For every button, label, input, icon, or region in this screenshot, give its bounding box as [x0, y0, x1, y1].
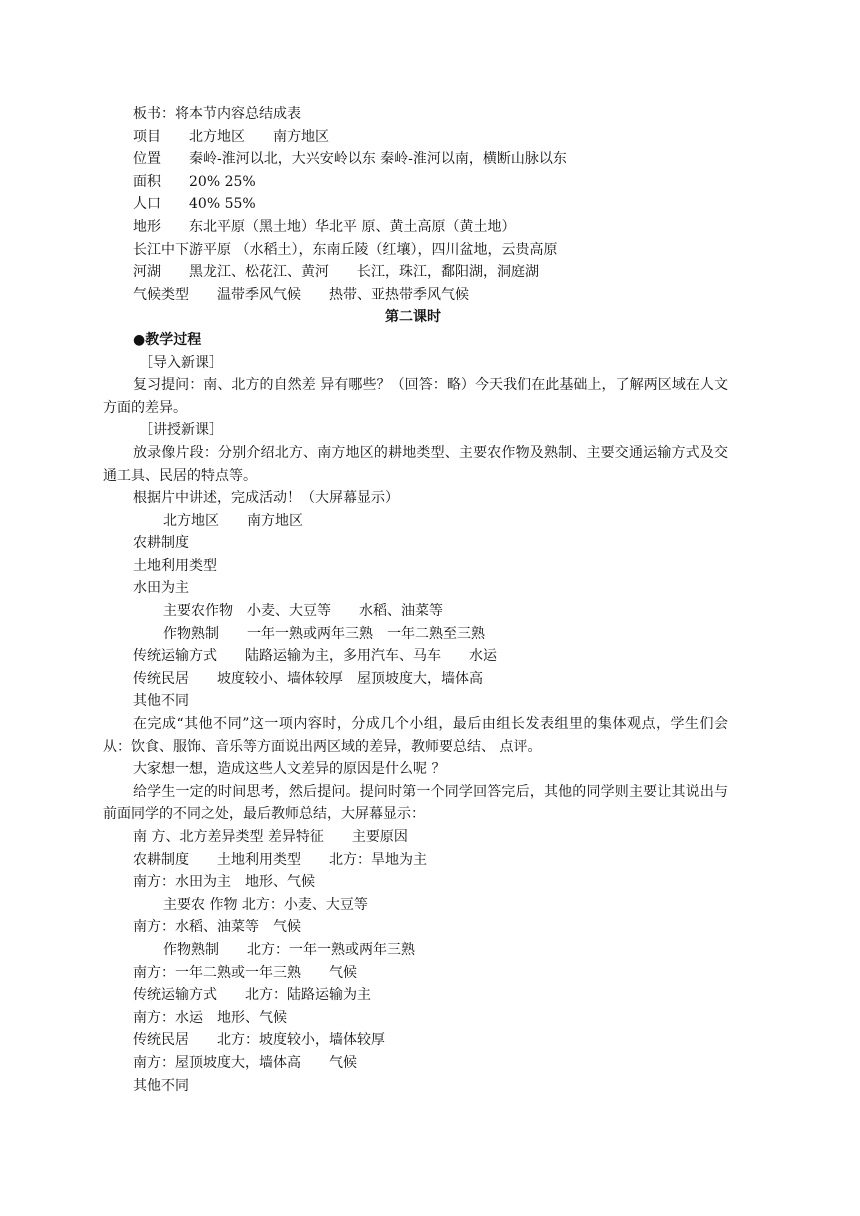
summary-row: 位置 秦岭-淮河以北，大兴安岭以东 秦岭-淮河以南，横断山脉以东 — [133, 151, 567, 168]
activity-row: 土地利用类型 — [133, 557, 217, 574]
activity-row: 农耕制度 — [133, 535, 189, 552]
summary-row: 人口 40% 55% — [133, 196, 256, 213]
activity-row: 水田为主 — [133, 580, 189, 597]
reasons-row: 传统民居 北方：坡度较小，墙体较厚 — [133, 1032, 385, 1049]
activity-table — [133, 510, 758, 713]
summary-row: 长江中下游平原 （水稻土），东南丘陵（红壤），四川盆地，云贵高原 — [133, 241, 558, 258]
activity-line: 根据片中讲述，完成活动！（大屏幕显示） — [133, 490, 399, 507]
time-paragraph: 给学生一定的时间思考，然后提问。提问时第一个同学回答完后，其他的同学则主要让其说出与前面同学的不同之处，最后教师总结，大屏幕显示： — [103, 783, 728, 823]
teach-label: ［讲授新课］ — [139, 422, 223, 439]
intro-label: ［导入新课］ — [139, 354, 223, 371]
reasons-row: 南方：水田为主 地形、气候 — [133, 874, 315, 891]
summary-row: 气候类型 温带季风气候 热带、亚热带季风气候 — [133, 286, 469, 303]
think-line: 大家想一想，造成这些人文差异的原因是什么呢 ？ — [133, 761, 446, 778]
intro-paragraph: 复习提问：南、北方的自然差 异有哪些？（回答：略）今天我们在此基础上，了解两区域在人文方面的差异。 — [103, 377, 728, 416]
summary-row: 面积 20% 25% — [133, 173, 256, 190]
activity-row: 传统运输方式 陆路运输为主，多用汽车、马车 水运 — [133, 648, 497, 665]
reasons-row: 传统运输方式 北方：陆路运输为主 — [133, 987, 371, 1004]
summary-table — [133, 126, 758, 307]
activity-row: 主要农作物 小麦、大豆等 水稻、油菜等 — [163, 603, 443, 620]
reasons-row: 作物熟制 北方：一年一熟或两年三熟 — [163, 941, 415, 958]
summary-row: 项目 北方地区 南方地区 — [133, 128, 329, 145]
video-paragraph: 放录像片段：分别介绍北方、南方地区的耕地类型、主要农作物及熟制、主要交通运输方式及交通工具、民居的特点等。 — [103, 444, 728, 484]
summary-title: 板书：将本节内容总结成表 — [133, 106, 301, 122]
reasons-row: 南方：水运 地形、气候 — [133, 1009, 287, 1026]
activity-row: 其他不同 — [133, 693, 189, 710]
document-body — [103, 103, 758, 1097]
summary-row: 河湖 黑龙江、松花江、黄河 长江，珠江，鄱阳湖，洞庭湖 — [133, 264, 539, 281]
reasons-row: 南方：一年二熟或一年三熟 气候 — [133, 964, 357, 981]
groups-paragraph: 在完成“其他不同”这一项内容时，分成几个小组，最后由组长发表组里的集体观点，学生们会从：饮食、服饰、音乐等方面说出两区域的差异，教师要总结、 点评。 — [103, 716, 728, 755]
activity-row: 传统民居 坡度较小、墙体较厚 屋顶坡度大，墙体高 — [133, 670, 483, 687]
reasons-row: 南方：屋顶坡度大，墙体高 气候 — [133, 1054, 357, 1071]
reasons-row: 主要农 作物 北方：小麦、大豆等 — [163, 896, 368, 913]
activity-row: 作物熟制 一年一熟或两年三熟 一年二熟至三熟 — [163, 625, 485, 642]
reasons-row: 南 方、北方差异类型 差异特征 主要原因 — [133, 829, 408, 845]
reasons-row: 其他不同 — [133, 1077, 189, 1094]
summary-row: 地形 东北平原（黑土地）华北平 原、黄土高原（黄土地） — [133, 218, 516, 235]
reasons-row: 南方：水稻、油菜等 气候 — [133, 919, 301, 936]
lesson-two-heading: 第二课时 — [385, 309, 441, 326]
reasons-row: 农耕制度 土地利用类型 北方：旱地为主 — [133, 851, 427, 868]
teaching-process-heading: ●教学过程 — [133, 331, 202, 348]
activity-row: 北方地区 南方地区 — [163, 512, 303, 529]
reasons-table — [133, 826, 758, 1097]
